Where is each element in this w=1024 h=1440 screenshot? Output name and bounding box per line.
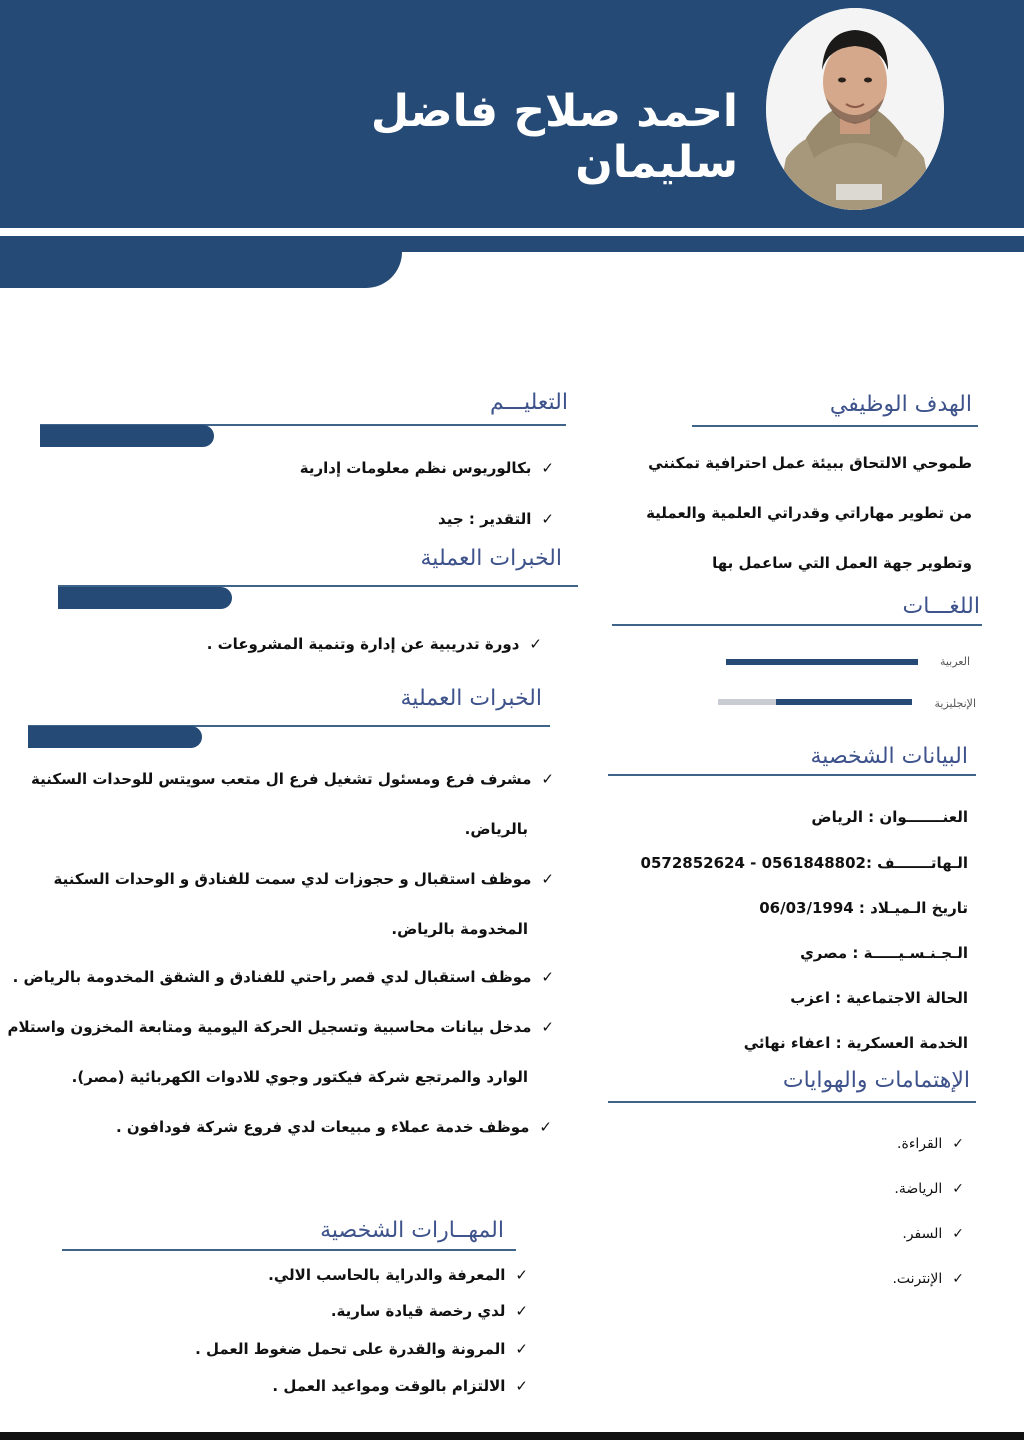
- objective-line-2: من تطوير مهاراتي وقدراتي العلمية والعملية: [646, 504, 972, 522]
- languages-rule: [612, 624, 982, 626]
- education-item: ✓بكالوريوس نظم معلومات إدارية: [299, 459, 554, 477]
- objective-rule: [692, 425, 978, 427]
- experience2-line: المخدومة بالرياض.: [391, 920, 528, 938]
- experience1-title: الخبرات العملية: [420, 546, 562, 571]
- experience2-line: بالرياض.: [464, 820, 528, 838]
- experience2-line: الوارد والمرتجع شركة فيكتور وجوي للادوات الكهربائية (مصر).: [71, 1068, 528, 1086]
- check-icon: ✓: [952, 1271, 964, 1287]
- check-icon: ✓: [541, 968, 554, 986]
- language-label-english: الإنجليزية: [934, 697, 976, 710]
- bottom-border: [0, 1432, 1024, 1440]
- hobby-item: ✓الإنترنت.: [892, 1271, 964, 1287]
- language-bar-arabic: [726, 659, 918, 665]
- check-icon: ✓: [541, 770, 554, 788]
- experience2-line: ✓موظف خدمة عملاء و مبيعات لدي فروع شركة فودافون .: [116, 1118, 552, 1136]
- experience1-item: ✓دورة تدريبية عن إدارة وتنمية المشروعات .: [206, 635, 542, 653]
- skill-item: ✓المعرفة والدراية بالحاسب الالي.: [268, 1266, 528, 1284]
- skill-item: ✓لدي رخصة قيادة سارية.: [330, 1302, 528, 1320]
- check-icon: ✓: [515, 1266, 528, 1284]
- check-icon: ✓: [952, 1136, 964, 1152]
- hobby-item: ✓القراءة.: [897, 1136, 964, 1152]
- personal-rule: [608, 774, 976, 776]
- experience2-line: ✓مدخل بيانات محاسبية وتسجيل الحركة اليومية ومتابعة المخزون واستلام: [7, 1018, 554, 1036]
- check-icon: ✓: [515, 1302, 528, 1320]
- personal-nationality: الـجـنـسـيـــــة : مصري: [800, 944, 968, 962]
- hobby-item: ✓السفر.: [902, 1226, 964, 1242]
- personal-title: البيانات الشخصية: [810, 744, 968, 769]
- personal-birthdate: تاريخ الـميـلاد : 06/03/1994: [759, 899, 968, 917]
- profile-photo-image: [766, 8, 944, 210]
- check-icon: ✓: [515, 1340, 528, 1358]
- experience2-line: ✓موظف استقبال و حجوزات لدي سمت للفنادق و الوحدات السكنية: [53, 870, 554, 888]
- check-icon: ✓: [529, 635, 542, 653]
- personal-military-service: الخدمة العسكرية : اعفاء نهائي: [743, 1034, 968, 1052]
- objective-line-1: طموحي الالتحاق ببيئة عمل احترافية تمكنني: [648, 454, 972, 472]
- skills-title: المهــارات الشخصية: [320, 1218, 504, 1243]
- experience1-bar-tab: [58, 587, 232, 609]
- check-icon: ✓: [541, 459, 554, 477]
- applicant-name: احمد صلاح فاضل سليمان: [370, 86, 738, 188]
- check-icon: ✓: [515, 1377, 528, 1395]
- header-stripe: [0, 236, 1024, 252]
- hobbies-rule: [608, 1101, 976, 1103]
- check-icon: ✓: [952, 1226, 964, 1242]
- education-bar-tab: [40, 425, 214, 447]
- skills-rule: [62, 1249, 516, 1251]
- profile-photo: [766, 8, 944, 210]
- check-icon: ✓: [952, 1181, 964, 1197]
- personal-marital-status: الحالة الاجتماعية : اعزب: [790, 989, 968, 1007]
- hobbies-title: الإهتمامات والهوايات: [782, 1068, 970, 1093]
- check-icon: ✓: [541, 510, 554, 528]
- experience2-bar-tab: [28, 726, 202, 748]
- hobby-item: ✓الرياضة.: [894, 1181, 964, 1197]
- language-label-arabic: العربية: [939, 655, 970, 668]
- education-title: التعليـــم: [490, 390, 568, 415]
- experience2-title: الخبرات العملية: [400, 686, 542, 711]
- skill-item: ✓المرونة والقدرة على تحمل ضغوط العمل .: [195, 1340, 528, 1358]
- personal-address: العنـــــــوان : الرياض: [811, 808, 968, 826]
- experience2-line: ✓مشرف فرع ومسئول تشغيل فرع ال متعب سويتس للوحدات السكنية: [31, 770, 554, 788]
- languages-title: اللغـــات: [902, 594, 980, 619]
- experience2-line: ✓موظف استقبال لدي قصر راحتي للفنادق و الشقق المخدومة بالرياض .: [12, 968, 554, 986]
- check-icon: ✓: [541, 870, 554, 888]
- language-bar-english: [718, 699, 912, 705]
- objective-line-3: وتطوير جهة العمل التي ساعمل بها: [712, 554, 972, 572]
- objective-title: الهدف الوظيفي: [829, 392, 972, 417]
- personal-phone: الـهاتـــــــف :0561848802 - 0572852624: [640, 854, 968, 872]
- header-tab: [0, 252, 402, 288]
- header-gap: [0, 228, 1024, 236]
- check-icon: ✓: [539, 1118, 552, 1136]
- education-item: ✓التقدير : جيد: [438, 510, 554, 528]
- skill-item: ✓الالتزام بالوقت ومواعيد العمل .: [272, 1377, 528, 1395]
- check-icon: ✓: [541, 1018, 554, 1036]
